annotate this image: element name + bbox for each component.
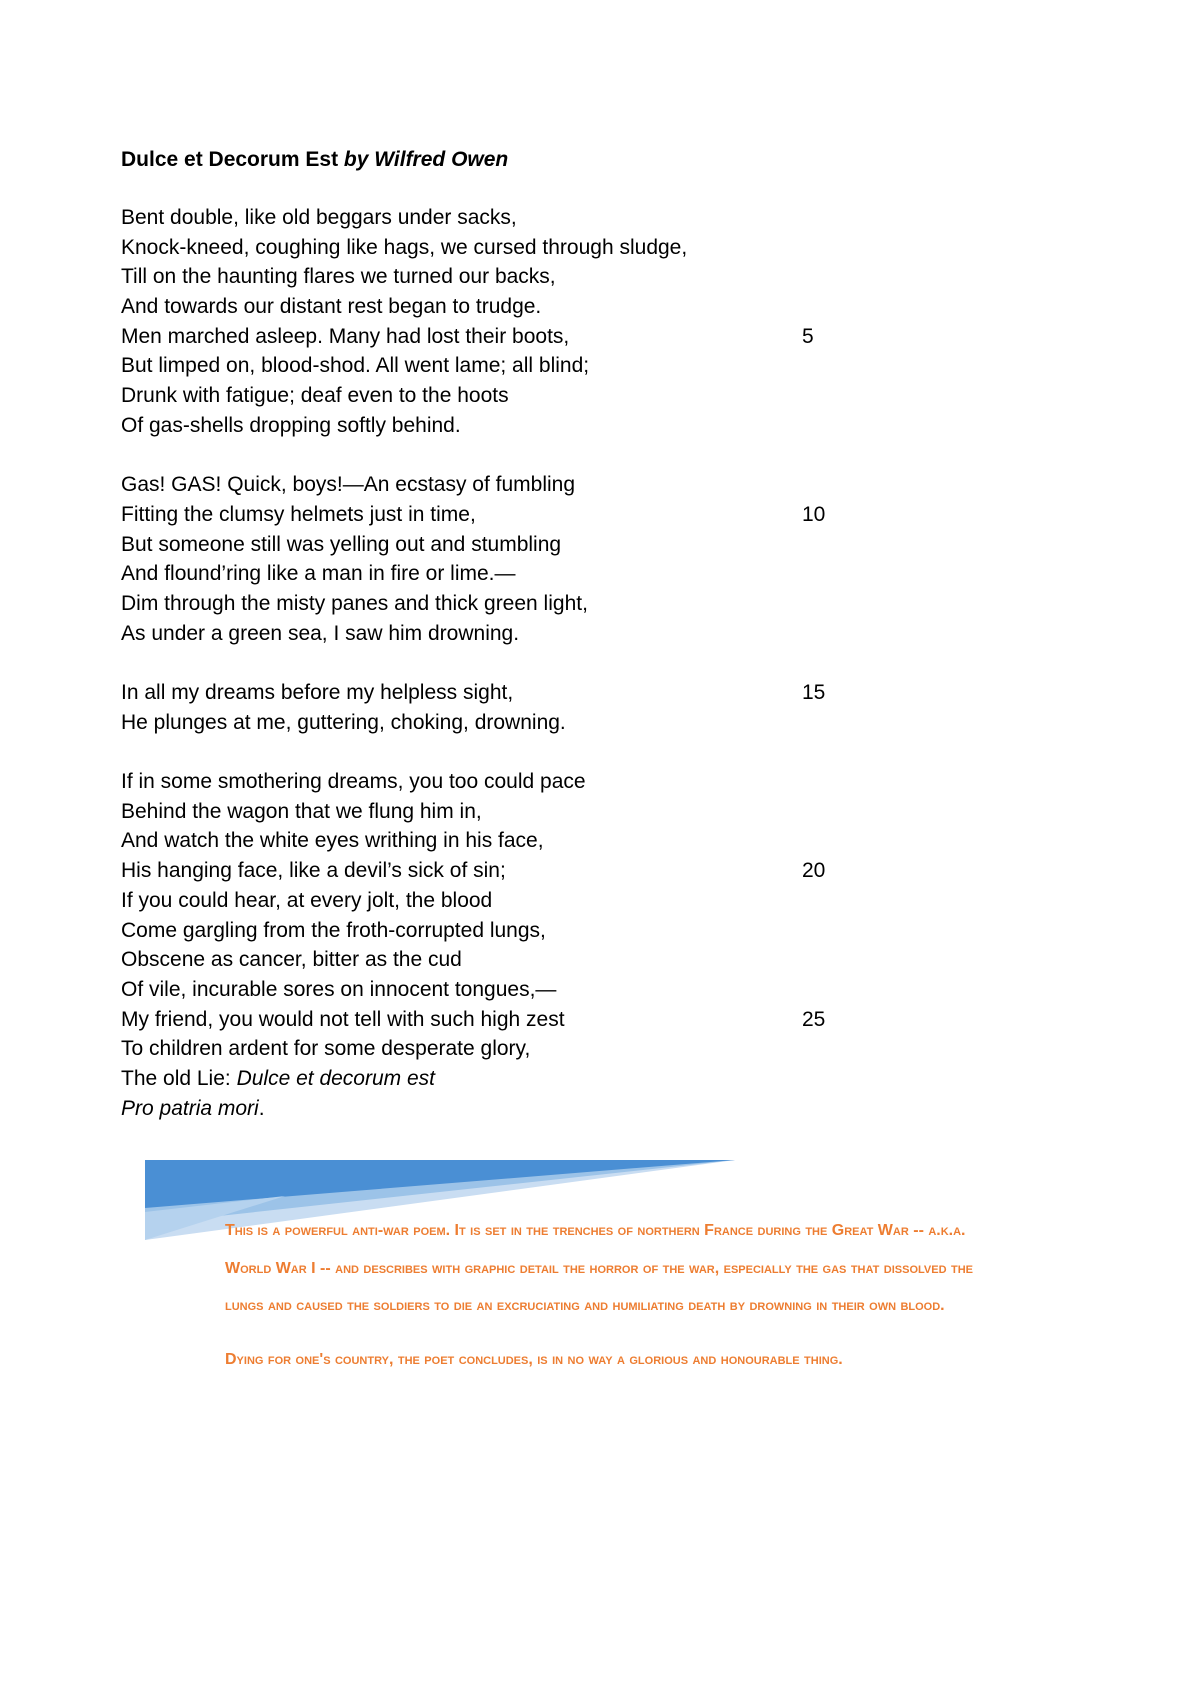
stanza-gap: [121, 737, 881, 767]
line-text: In all my dreams before my helpless sight,: [121, 681, 514, 704]
poem-line: [121, 886, 881, 916]
line-text: And flound’ring like a man in fire or lime.—: [121, 562, 516, 586]
poem-line: [121, 975, 881, 1005]
line-number: 10: [802, 502, 826, 526]
poem-line: [121, 262, 881, 292]
poem-line: [121, 1094, 881, 1124]
poem-line: [121, 856, 881, 886]
line-text: Men marched asleep. Many had lost their boots,: [121, 324, 570, 348]
line-number: 15: [802, 681, 826, 704]
line-number: 20: [802, 859, 826, 883]
line-text: As under a green sea, I saw him drowning.: [121, 621, 520, 645]
note-paragraph-1: This is a powerful anti-war poem. It is set in the trenches of northern France during the Great War -- a.k.a. World War I -- and describes with graphic detail the horror of the war, especially the gas that dissolved the lungs and caused the soldiers to die an excruciating and humiliating death by drowning in their own blood.: [225, 1222, 973, 1314]
line-text: To children ardent for some desperate glory,: [121, 1037, 531, 1061]
stanza-3: [121, 678, 881, 737]
poem-line: [121, 678, 881, 708]
line-text: Of vile, incurable sores on innocent tongues,—: [121, 977, 557, 1001]
poem-line: [121, 233, 881, 263]
line-text: Fitting the clumsy helmets just in time,: [121, 502, 476, 526]
poem-line: [121, 797, 881, 827]
line-text: He plunges at me, guttering, choking, drowning.: [121, 710, 566, 734]
stanza-2: [121, 470, 881, 648]
line-text: Of gas-shells dropping softly behind.: [121, 413, 461, 437]
poem-body: [121, 203, 881, 1123]
line-text: Obscene as cancer, bitter as the cud: [121, 948, 462, 972]
poem-line: [121, 916, 881, 946]
line-text: Bent double, like old beggars under sacks,: [121, 206, 517, 229]
poem-line: [121, 1005, 881, 1035]
poem-line: [121, 619, 881, 649]
line-text: And towards our distant rest began to trudge.: [121, 295, 542, 319]
line-number: 5: [802, 324, 814, 348]
line-text: His hanging face, like a devil’s sick of sin;: [121, 859, 506, 883]
line-text: Drunk with fatigue; deaf even to the hoots: [121, 384, 509, 408]
poem-title: [121, 146, 508, 174]
line-text: Behind the wagon that we flung him in,: [121, 799, 482, 823]
poem-line: [121, 708, 881, 738]
final-period: .: [258, 1096, 265, 1120]
line-text: My friend, you would not tell with such high zest: [121, 1007, 565, 1031]
line-text: But someone still was yelling out and stumbling: [121, 532, 562, 556]
note-paragraph-2: Dying for one's country, the poet concludes, is in no way a glorious and honourable thing.: [225, 1350, 843, 1368]
line-text: Come gargling from the froth-corrupted lungs,: [121, 918, 546, 942]
poem-line: [121, 1064, 881, 1094]
stanza-gap: [121, 441, 881, 471]
line-number: 25: [802, 1007, 826, 1031]
poem-line: [121, 351, 881, 381]
stanza-gap: [121, 648, 881, 678]
line-text: If in some smothering dreams, you too could pace: [121, 770, 586, 794]
latin-phrase: Pro patria mori: [121, 1096, 259, 1120]
poem-line: [121, 767, 881, 797]
poem-title-main: Dulce et Decorum Est: [121, 148, 339, 171]
stanza-1: [121, 203, 881, 441]
line-text: Knock-kneed, coughing like hags, we cursed through sludge,: [121, 235, 688, 259]
line-text: Gas! GAS! Quick, boys!—An ecstasy of fumbling: [121, 473, 576, 497]
poem-line: [121, 589, 881, 619]
poem-line: [121, 945, 881, 975]
line-prefix: The old Lie:: [121, 1066, 237, 1090]
poem-line: [121, 411, 881, 441]
poem-line: [121, 203, 881, 233]
latin-phrase: Dulce et decorum est: [236, 1066, 436, 1090]
line-text: And watch the white eyes writhing in his face,: [121, 829, 544, 853]
poem-line: [121, 470, 881, 500]
line-text: If you could hear, at every jolt, the blood: [121, 888, 493, 912]
poem-line: [121, 1034, 881, 1064]
poem-line: [121, 826, 881, 856]
poem-line: [121, 292, 881, 322]
poem-line: [121, 322, 881, 352]
poem-byline: by Wilfred Owen: [343, 148, 509, 171]
poem-line: [121, 530, 881, 560]
poem-line: [121, 559, 881, 589]
stanza-4: [121, 767, 881, 1123]
line-text: Dim through the misty panes and thick green light,: [121, 591, 588, 615]
commentary-note: [225, 1212, 985, 1394]
poem-line: [121, 381, 881, 411]
line-text: But limped on, blood-shod. All went lame; all blind;: [121, 354, 590, 378]
poem-line: [121, 500, 881, 530]
line-text: Till on the haunting flares we turned our backs,: [121, 265, 556, 289]
